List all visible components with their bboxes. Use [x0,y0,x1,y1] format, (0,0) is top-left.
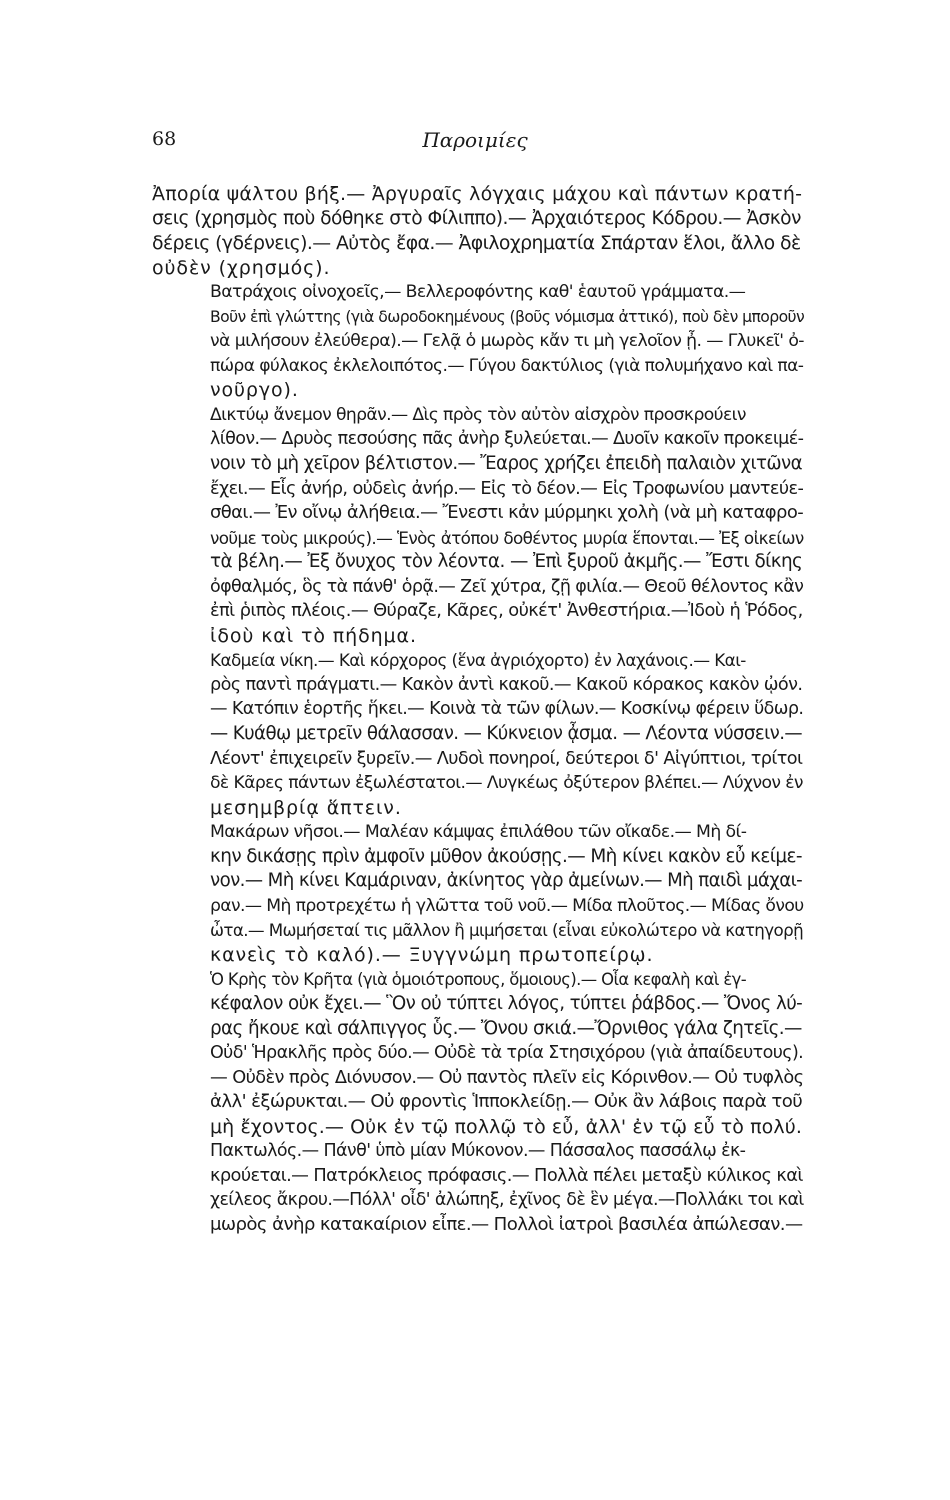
text-line: — Οὐδὲν πρὸς Διόνυσον.— Οὐ παντὸς πλεῖν εἰς Κόρινθον.— Οὐ τυφλὸς [210,1067,804,1088]
text-line: κανεὶς τὸ καλό).— Ξυγγνώμη πρωτοπείρῳ. [210,943,654,966]
text-line: ἰδοὺ καὶ τὸ πήδημα. [210,624,417,647]
page-number: 68 [152,128,177,150]
paragraph [152,648,802,820]
paragraph [152,403,802,648]
text-line: μὴ ἔχοντος.— Οὐκ ἐν τῷ πολλῷ τὸ εὖ, ἀλλ' ἐν τῷ εὖ τὸ πολύ. [210,1115,802,1138]
text-line: χείλεος ἄκρου.—Πόλλ' οἶδ' ἀλώπηξ, ἐχῖνος δὲ ἓν μέγα.—Πολλάκι τοι καὶ [210,1190,804,1211]
running-title: Παροιμίες [422,128,528,152]
paragraph [152,820,802,967]
proverbs-text [152,182,805,1238]
text-line: ἀλλ' ἐξώρυκται.— Οὐ φροντὶς Ἱπποκλείδῃ.— Οὐκ ἂν λάβοις παρὰ τοῦ [210,1091,803,1113]
text-line: τὰ βέλη.— Ἐξ ὄνυχος τὸν λέοντα. — Ἐπὶ ξυροῦ ἀκμῆς.— Ἔστι δίκης [210,551,803,573]
text-line: Ἀπορία ψάλτου βήξ.— Ἀργυραῖς λόγχαις μάχου καὶ πάντων κρατή- [152,183,803,205]
text-line: Ὁ Κρὴς τὸν Κρῆτα (γιὰ ὁμοιότροπους, ὅμοιους).— Οἷα κεφαλὴ καὶ ἐγ- [210,969,747,989]
text-line: λίθον.— Δρυὸς πεσούσης πᾶς ἀνὴρ ξυλεύεται.— Δυοῖν κακοῖν προκειμέ- [210,429,804,450]
text-line: ρας ἤκουε καὶ σάλπιγγος ὗς.— Ὄνου σκιά.—Ὄρνιθος γάλα ζητεῖς.— [210,1017,802,1039]
text-line: νοῦργο). [210,379,299,402]
text-line: — Κυάθῳ μετρεῖν θάλασσαν. — Κύκνειον ᾆσμα. — Λέοντα νύσσειν.— [210,723,803,745]
text-line: Οὐδ' Ἡρακλῆς πρὸς δύο.— Οὐδὲ τὰ τρία Στησιχόρου (γιὰ ἀπαίδευτους). [210,1043,804,1064]
text-line: ραν.— Μὴ προτρεχέτω ἡ γλῶττα τοῦ νοῦ.— Μίδα πλοῦτος.— Μίδας ὄνου [210,895,804,916]
text-line: Βοῦν ἐπὶ γλώττης (γιὰ δωροδοκημένους (βοῦς νόμισμα ἀττικό), ποὺ δὲν μποροῦν [210,306,805,326]
text-line: Βατράχοις οἰνοχοεῖς,— Βελλεροφόντης καθ' ἑαυτοῦ γράμματα.— [210,282,746,303]
text-line: — Κατόπιν ἑορτῆς ἥκει.— Κοινὰ τὰ τῶν φίλων.— Κοσκίνῳ φέρειν ὕδωρ. [210,699,804,720]
text-line: νοιν τὸ μὴ χεῖρον βέλτιστον.— Ἔαρος χρήζει ἐπειδὴ παλαιὸν χιτῶνα [210,453,802,475]
text-line: κέφαλον οὐκ ἔχει.— Ὃν οὐ τύπτει λόγος, τύπτει ῥάβδος.— Ὄνος λύ- [210,993,803,1015]
paragraph [152,280,805,403]
text-line: νὰ μιλήσουν ἐλεύθερα).— Γελᾷ ὁ μωρὸς κἄν τι μὴ γελοῖον ᾖ. — Γλυκεῖ' ὀ- [210,331,804,352]
page-header [152,128,798,158]
text-line: πώρα φύλακος ἐκλελοιπότος.— Γύγου δακτύλιος (γιὰ πολυμήχανο καὶ πα- [210,355,804,376]
paragraph [152,1139,802,1237]
text-line: κην δικάσῃς πρὶν ἀμφοῖν μῦθον ἀκούσῃς.— Μὴ κίνει κακὸν εὖ κείμε- [210,845,802,867]
text-line: Καδμεία νίκη.— Καὶ κόρχορος (ἕνα ἀγριόχορτο) ἐν λαχάνοις.— Και- [210,650,746,671]
text-line: ρὸς παντὶ πράγματι.— Κακὸν ἀντὶ κακοῦ.— Κακοῦ κόρακος κακὸν ᾠόν. [210,674,803,695]
text-line: ἔχει.— Εἷς ἀνήρ, οὐδεὶς ἀνήρ.— Εἰς τὸ δέον.— Εἰς Τροφωνίου μαντεύε- [210,478,804,499]
text-line: Λέοντ' ἐπιχειρεῖν ξυρεῖν.— Λυδοὶ πονηροί, δεύτεροι δ' Αἰγύπτιοι, τρίτοι [210,748,803,769]
text-line: νοῦμε τοὺς μικρούς).— Ἑνὸς ἀτόπου δοθέντος μυρία ἕπονται.— Ἐξ οἰκείων [210,527,804,548]
text-line: ὀφθαλμός, ὃς τὰ πάνθ' ὁρᾷ.— Ζεῖ χύτρα, ζῇ φιλία.— Θεοῦ θέλοντος κἂν [210,576,804,597]
text-line: μωρὸς ἀνὴρ κατακαίριον εἶπε.— Πολλοὶ ἰατροὶ βασιλέα ἀπώλεσαν.— [210,1213,803,1235]
text-line: κρούεται.— Πατρόκλειος πρόφασις.— Πολλὰ πέλει μεταξὺ κύλικος καὶ [210,1165,803,1186]
text-line: σεις (χρησμὸς ποὺ δόθηκε στὸ Φίλιππο).— Ἀρχαιότερος Κόδρου.— Ἀσκὸν [152,207,801,229]
text-line: Δικτύῳ ἄνεμον θηρᾶν.— Δὶς πρὸς τὸν αὐτὸν αἰσχρὸν προσκρούειν [210,404,746,425]
text-line: ἐπὶ ῥιπὸς πλέοις.— Θύραζε, Κᾶρες, οὐκέτ' Ἀνθεστήρια.—Ἰδοὺ ἡ Ῥόδος, [210,600,803,622]
text-line: οὐδὲν (χρησμός). [152,256,331,279]
paragraph [152,182,802,280]
text-line: σθαι.— Ἐν οἴνῳ ἀλήθεια.— Ἔνεστι κἀν μύρμηκι χολὴ (νὰ μὴ καταφρο- [210,502,804,524]
text-line: νον.— Μὴ κίνει Καμάριναν, ἀκίνητος γὰρ ἀμείνων.— Μὴ παιδὶ μάχαι- [210,870,803,892]
text-line: Μακάρων νῆσοι.— Μαλέαν κάμψας ἐπιλάθου τῶν οἴκαδε.— Μὴ δί- [210,822,747,843]
text-line: ὦτα.— Μωμήσεταί τις μᾶλλον ἢ μιμήσεται (εἶναι εὐκολώτερο νὰ κατηγορῇ [210,920,804,941]
paragraph [152,968,802,1140]
text-line: Πακτωλός.— Πάνθ' ὑπὸ μίαν Μύκονον.— Πάσσαλος πασσάλῳ ἐκ- [210,1141,746,1162]
text-line: δέρεις (γδέρνεις).— Αὐτὸς ἔφα.— Ἀφιλοχρηματία Σπάρταν ἕλοι, ἄλλο δὲ [152,232,801,255]
text-line: δὲ Κᾶρες πάντων ἐξωλέστατοι.— Λυγκέως ὀξύτερον βλέπει.— Λύχνον ἐν [210,773,803,794]
text-line: μεσημβρίᾳ ἅπτειν. [210,796,402,819]
